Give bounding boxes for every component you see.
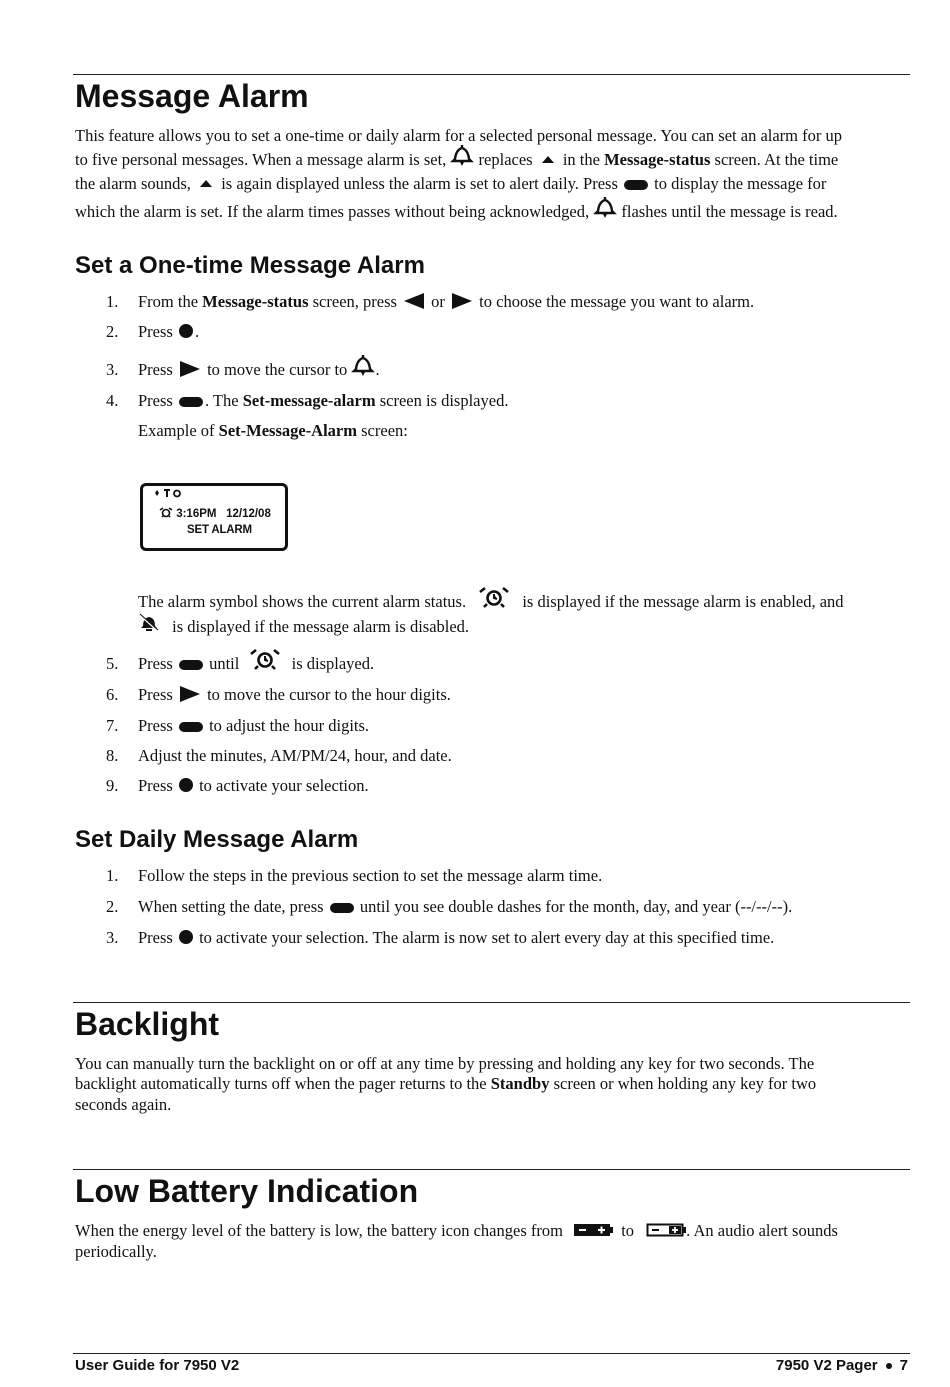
step-item: 3. Press to move the cursor to . — [106, 360, 380, 382]
lcd-label: SET ALARM — [187, 524, 252, 536]
intro-line-1: This feature allows you to set a one-time or daily alarm for a selected personal message. You can set an alarm for up — [75, 126, 843, 145]
backlight-line-1: You can manually turn the backlight on or off at any time by pressing and holding any key for two seconds. The — [75, 1054, 815, 1073]
step-item: 1. Follow the steps in the previous section to set the message alarm time. — [106, 866, 603, 885]
backlight-line-3: seconds again. — [75, 1095, 172, 1114]
alarm-off-icon — [138, 613, 160, 633]
heading-one-time-alarm: Set a One-time Message Alarm — [75, 252, 425, 279]
step-item: 2. When setting the date, press until you see double dashes for the month, day, and year (--/--/--). — [106, 897, 793, 916]
section-rule — [73, 74, 910, 75]
step-item: 2. Press . — [106, 322, 200, 341]
heading-daily-alarm: Set Daily Message Alarm — [75, 826, 359, 853]
footer-right: 7950 V2 Pager 7 — [775, 1357, 908, 1374]
alarm-clock-icon — [478, 586, 510, 608]
step-item: 1. From the Message-status screen, press or to choose the message you want to alarm. — [106, 292, 755, 311]
step-item: 7. Press to adjust the hour digits. — [106, 716, 370, 735]
footer-rule — [73, 1353, 910, 1354]
lcd-time-row: 3:16PM 12/12/08 — [159, 508, 271, 520]
oval-button-icon — [179, 722, 203, 732]
battery-full-icon — [573, 1223, 613, 1237]
step-item: 4. Press . The Set-message-alarm screen is displayed. — [106, 391, 509, 410]
section-rule — [73, 1002, 910, 1003]
round-button-icon — [179, 778, 193, 792]
round-button-icon — [179, 930, 193, 944]
bell-alarm-icon — [351, 354, 375, 376]
heading-low-battery: Low Battery Indication — [75, 1173, 419, 1209]
alarm-status-note-2: is displayed if the message alarm is disabled. — [138, 617, 469, 638]
lcd-status-icons — [153, 489, 183, 499]
alarm-clock-icon — [159, 507, 173, 518]
intro-line-2: to five personal messages. When a message alarm is set, replaces in the Message-status screen. At the time — [75, 150, 838, 172]
section-rule — [73, 1169, 910, 1170]
alarm-clock-icon — [249, 648, 281, 670]
battery-line-2: periodically. — [75, 1242, 157, 1261]
bullet-separator — [886, 1363, 892, 1369]
page-number: 7 — [899, 1357, 908, 1374]
up-triangle-icon — [542, 156, 554, 163]
example-caption: Example of Set-Message-Alarm screen: — [138, 421, 408, 440]
right-arrow-icon — [180, 686, 200, 702]
bell-alarm-icon — [450, 144, 474, 166]
oval-button-icon — [179, 397, 203, 407]
heading-message-alarm: Message Alarm — [75, 78, 309, 114]
right-arrow-icon — [180, 361, 200, 377]
alarm-status-note: The alarm symbol shows the current alarm status. is displayed if the message alarm is enabled, and — [138, 592, 844, 614]
footer-left: User Guide for 7950 V2 — [75, 1357, 240, 1374]
intro-line-3: the alarm sounds, is again displayed unless the alarm is set to alert daily. Press to display the message for — [75, 174, 827, 193]
battery-line-1: When the energy level of the battery is low, the battery icon changes from to . An audio alert sounds — [75, 1221, 838, 1240]
step-item: 3. Press to activate your selection. The alarm is now set to alert every day at this specified time. — [106, 928, 775, 947]
oval-button-icon — [624, 180, 648, 190]
right-arrow-icon — [452, 293, 472, 309]
step-item: 5. Press until is displayed. — [106, 654, 374, 676]
step-item: 8. Adjust the minutes, AM/PM/24, hour, and date. — [106, 746, 452, 765]
round-button-icon — [179, 324, 193, 338]
step-item: 9. Press to activate your selection. — [106, 776, 369, 795]
heading-backlight: Backlight — [75, 1006, 220, 1042]
oval-button-icon — [179, 660, 203, 670]
pager-lcd-screen — [140, 483, 288, 551]
bell-alarm-icon — [593, 196, 617, 218]
up-triangle-icon — [200, 180, 212, 187]
backlight-line-2: backlight automatically turns off when the pager returns to the Standby screen or when holding any key for two — [75, 1074, 817, 1093]
step-item: 6. Press to move the cursor to the hour digits. — [106, 685, 451, 704]
left-arrow-icon — [404, 293, 424, 309]
intro-line-4: which the alarm is set. If the alarm times passes without being acknowledged, flashes until the message is read. — [75, 202, 838, 224]
battery-low-icon — [646, 1223, 686, 1237]
oval-button-icon — [330, 903, 354, 913]
